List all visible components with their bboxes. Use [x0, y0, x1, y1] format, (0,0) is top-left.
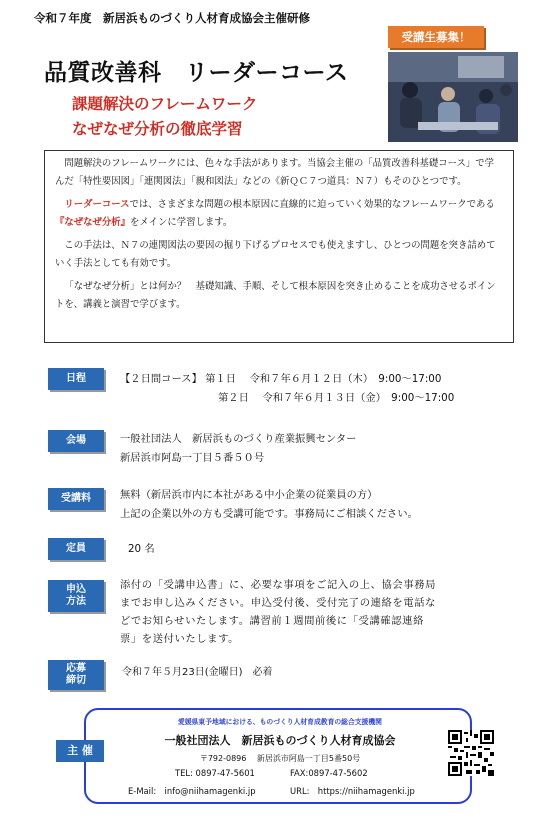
- capacity-value: 20 名: [128, 543, 155, 555]
- footer-email[interactable]: E-Mail: info@niihamagenki.jp: [128, 786, 256, 796]
- qr-code-icon: [448, 730, 494, 776]
- application-label-2: 方法: [66, 596, 86, 607]
- application-label: [48, 580, 104, 612]
- intro-box: [44, 150, 514, 343]
- footer-url[interactable]: URL: https://niihamagenki.jp: [290, 786, 415, 796]
- venue-label: 会場: [48, 430, 104, 452]
- intro-paragraph-2-end: をメインに学習します。: [130, 217, 233, 228]
- venue-line-2: 新居浜市阿島一丁目５番５０号: [120, 452, 265, 464]
- recruiting-badge: 受講生募集！: [388, 26, 484, 48]
- footer-org-name: 一般社団法人 新居浜ものづくり人材育成協会: [164, 734, 396, 747]
- application-label-1: 申込: [66, 584, 86, 595]
- footer-fax: FAX:0897-47-5602: [290, 768, 368, 778]
- footer-address: 〒792-0896 新居浜市阿島一丁目5番50号: [199, 754, 361, 763]
- subtitle-framework: 課題解決のフレームワーク: [72, 95, 258, 113]
- capacity-label: 定員: [48, 538, 104, 560]
- deadline-label-2: 締切: [66, 675, 86, 686]
- top-line: 令和７年度 新居浜ものづくり人材育成協会主催研修: [34, 11, 310, 25]
- intro-paragraph-3: この手法は、Ｎ７の連関図法の要因の掘り下げるプロセスでも使えますし、ひとつの問題を突き詰めていく手法としても有効です。: [55, 240, 496, 269]
- leader-course-highlight: リーダーコース: [64, 199, 130, 210]
- intro-paragraph-4: 「なぜなぜ分析」とは何か？ 基礎知識、手順、そして根本原因を突き止めることを成功させるポイントを、講義と演習で学びます。: [55, 281, 496, 310]
- intro-paragraph-2: [55, 196, 503, 232]
- venue-line-1: 一般社団法人 新居浜ものづくり産業振興センター: [120, 433, 357, 445]
- footer-tel: TEL: 0897-47-5601: [175, 768, 255, 778]
- schedule-line-1: 【２日間コース】 第１日 令和７年６月１２日（木） 9:00～17:00: [120, 373, 442, 385]
- fee-label: 受講料: [48, 488, 104, 510]
- deadline-value: 令和７年５月23日(金曜日) 必着: [122, 667, 273, 678]
- application-line-1: 添付の「受講申込書」に、必要な事項をご記入の上、協会事務局: [120, 579, 437, 591]
- fee-line-2: 上記の企業以外の方も受講可能です。事務局にご相談ください。: [120, 508, 418, 520]
- deadline-label: [48, 660, 104, 690]
- page-title: 品質改善科 リーダーコース: [44, 60, 349, 86]
- schedule-line-2: 第２日 令和７年６月１３日（金） 9:00～17:00: [218, 392, 455, 404]
- application-line-4: 票」を送付いたします。: [120, 633, 240, 645]
- subtitle-why-why: なぜなぜ分析の徹底学習: [72, 120, 243, 138]
- application-line-2: までお申し込みください。申込受付後、受付完了の連絡を電話な: [120, 597, 437, 609]
- schedule-label: 日程: [48, 368, 104, 390]
- fee-line-1: 無料（新居浜市内に本社がある中小企業の従業員の方）: [120, 489, 378, 501]
- why-why-highlight: 『なぜなぜ分析』: [55, 217, 131, 228]
- intro-paragraph-2-text: では、さまざまな問題の根本原因に直線的に迫っていく効果的なフレームワークである: [129, 199, 495, 210]
- deadline-label-1: 応募: [66, 663, 86, 674]
- training-photo: [388, 52, 518, 142]
- intro-paragraph-1: 問題解決のフレームワークには、色々な手法があります。当協会主催の「品質改善科基礎コース」で学んだ「特性要因図」「連関図法」「親和図法」などの《新ＱＣ７つ道具：Ｎ７）もそのひとつです。: [55, 158, 495, 187]
- application-line-3: どでお知らせいたします。講習前１週間前後に「受講確認連絡: [120, 615, 424, 627]
- host-label: 主 催: [56, 740, 104, 762]
- footer-tagline: 愛媛県東予地域における、ものづくり人材育成教育の総合支援機関: [178, 718, 382, 726]
- application-text: [120, 576, 436, 648]
